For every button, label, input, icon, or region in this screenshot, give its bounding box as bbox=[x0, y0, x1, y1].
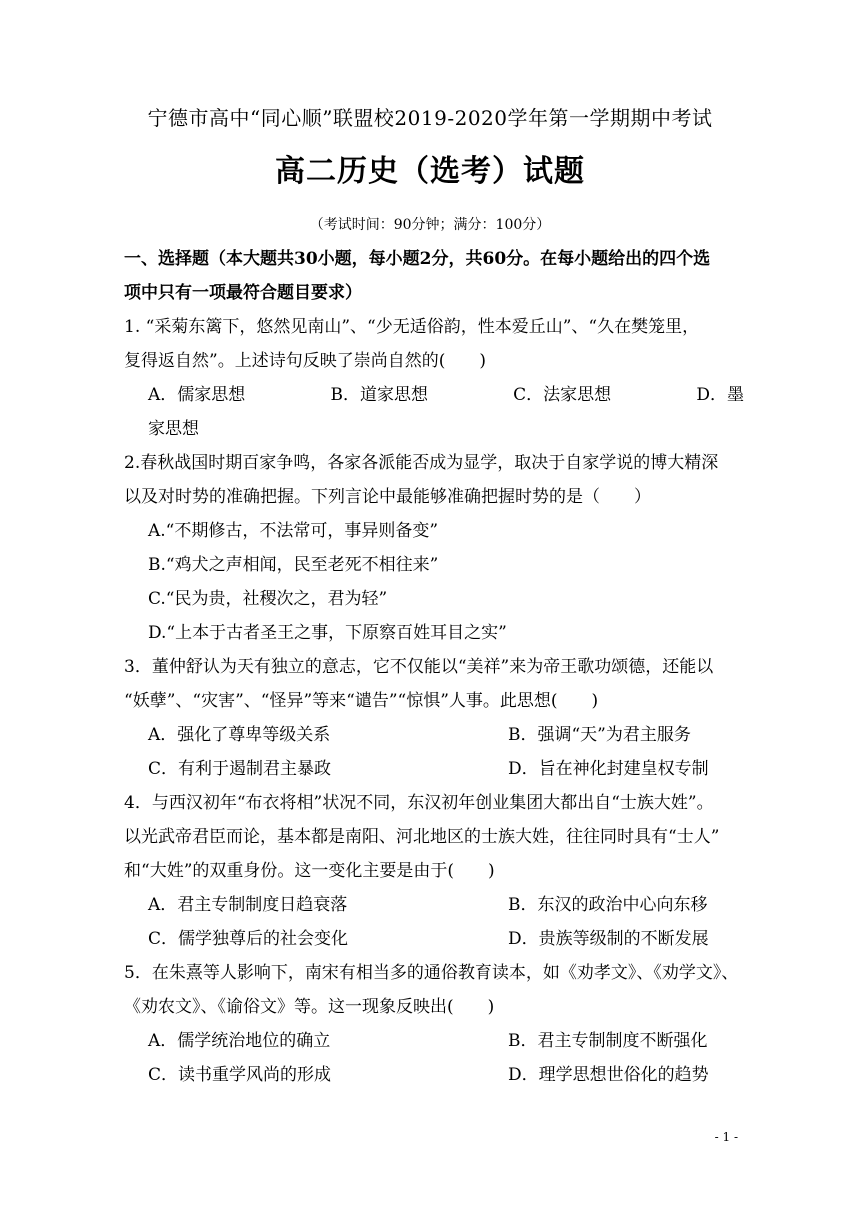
question-1 bbox=[124, 310, 744, 446]
option-a: A.“不期修古，不法常可，事异则备变” bbox=[148, 521, 439, 541]
option-c: C．法家思想 bbox=[513, 385, 612, 405]
question-stem-line: “妖孽”、“灾害”、“怪异”等来“谴告”“惊惧”人事。此思想( ) bbox=[124, 691, 599, 711]
page-number: - 1 - bbox=[714, 1130, 738, 1144]
option-d-continuation: 家思想 bbox=[148, 419, 199, 439]
options-row bbox=[124, 888, 744, 922]
question-stem-line: 以及对时势的准确把握。下列言论中最能够准确把握时势的是（ ） bbox=[124, 487, 651, 507]
question-stem-line: 2.春秋战国时期百家争鸣，各家各派能否成为显学，取决于自家学说的博大精深 bbox=[124, 453, 719, 473]
option-c: C.“民为贵，社稷次之，君为轻” bbox=[148, 589, 388, 609]
option-d: D．贵族等级制的不断发展 bbox=[508, 929, 709, 949]
exam-body bbox=[124, 242, 744, 1092]
page-title: 高二历史（选考）试题 bbox=[275, 154, 585, 189]
question-stem-line: 《劝农文》、《谕俗文》等。这一现象反映出( ) bbox=[124, 997, 495, 1017]
question-stem-line: 以光武帝君臣而论，基本都是南阳、河北地区的士族大姓，往往同时具有“士人” bbox=[124, 827, 720, 847]
option-c: C．儒学独尊后的社会变化 bbox=[148, 929, 349, 949]
options-row bbox=[124, 1058, 744, 1092]
section-heading-line: 一、选择题（本大题共30小题，每小题2分，共60分。在每小题给出的四个选 bbox=[124, 249, 711, 269]
question-5 bbox=[124, 956, 744, 1092]
question-stem-line: 5．在朱熹等人影响下，南宋有相当多的通俗教育读本，如《劝孝文》、《劝学文》、 bbox=[124, 963, 739, 983]
option-c: C．有利于遏制君主暴政 bbox=[148, 759, 332, 779]
options-row bbox=[124, 718, 744, 752]
options-row bbox=[124, 752, 744, 786]
exam-header: 宁德市高中“同心顺”联盟校2019-2020学年第一学期期中考试 bbox=[147, 106, 713, 130]
option-a: A．强化了尊卑等级关系 bbox=[148, 725, 331, 745]
options-row bbox=[124, 922, 744, 956]
option-b: B．君主专制制度不断强化 bbox=[508, 1031, 708, 1051]
question-stem-line: 和“大姓”的双重身份。这一变化主要是由于( ) bbox=[124, 861, 495, 881]
option-a: A．儒学统治地位的确立 bbox=[148, 1031, 331, 1051]
option-b: B．东汉的政治中心向东移 bbox=[508, 895, 708, 915]
option-c: C．读书重学风尚的形成 bbox=[148, 1065, 332, 1085]
option-b: B．强调“天”为君主服务 bbox=[508, 725, 691, 745]
question-stem-line: 复得返自然”。上述诗句反映了崇尚自然的( ) bbox=[124, 351, 486, 371]
option-d: D．墨 bbox=[696, 385, 744, 405]
option-a: A．儒家思想 bbox=[148, 385, 246, 405]
option-d: D.“上本于古者圣王之事，下原察百姓耳目之实” bbox=[148, 623, 507, 643]
option-b: B.“鸡犬之声相闻，民至老死不相往来” bbox=[148, 555, 439, 575]
section-heading-line: 项中只有一项最符合题目要求） bbox=[124, 283, 362, 303]
question-stem-line: 3．董仲舒认为天有独立的意志，它不仅能以“美祥”来为帝王歌功颂德，还能以 bbox=[124, 657, 714, 677]
option-d: D．理学思想世俗化的趋势 bbox=[508, 1065, 709, 1085]
option-a: A．君主专制制度日趋衰落 bbox=[148, 895, 348, 915]
question-stem-line: 1. “采菊东篱下，悠然见南山”、“少无适俗韵，性本爱丘山”、“久在樊笼里， bbox=[124, 317, 700, 337]
option-d: D．旨在神化封建皇权专制 bbox=[508, 759, 709, 779]
exam-info: （考试时间：90分钟；满分：100分） bbox=[309, 217, 551, 233]
question-3 bbox=[124, 650, 744, 786]
options-row bbox=[124, 1024, 744, 1058]
option-b: B．道家思想 bbox=[330, 385, 428, 405]
question-2 bbox=[124, 446, 744, 650]
question-4 bbox=[124, 786, 744, 956]
options-row bbox=[124, 378, 744, 412]
question-stem-line: 4．与西汉初年“布衣将相”状况不同，东汉初年创业集团大都出自“士族大姓”。 bbox=[124, 793, 714, 813]
